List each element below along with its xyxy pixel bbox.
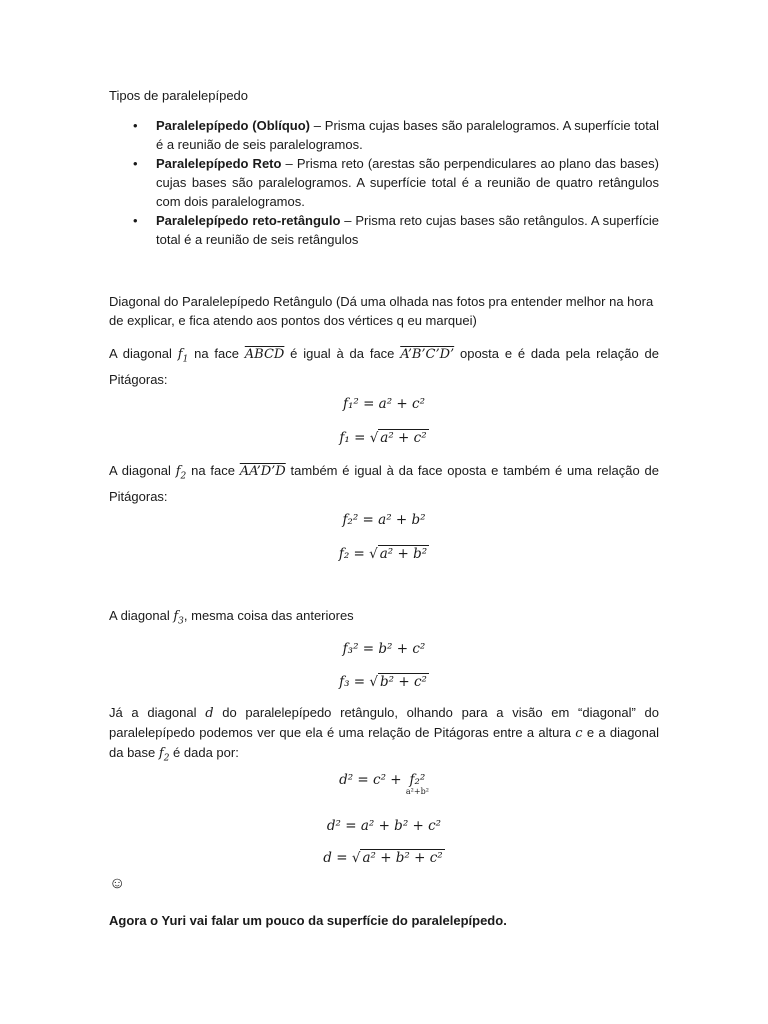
item-title: Paralelepípedo (Oblíquo) [156,118,311,133]
equation-f2-squared: f₂² = a² + b² [342,512,426,528]
equation-f2: f₂ = √ a² + b² [338,546,428,562]
item-text: – Prisma reto (arestas são perpendiculares ao plano das bases) cujas bases são paralelogramos. A superfície total é a reunião de quatro retângulos com dois paralelogramos. [156,156,659,209]
types-list [109,116,659,249]
equation-f1-squared: f₁² = a² + c² [342,396,426,412]
item-text: – Prisma cujas bases são paralelogramos. A superfície total é a reunião de seis paralelogramos. [156,118,659,152]
closing-line: Agora o Yuri vai falar um pouco da superfície do paralelepípedo. [109,913,507,928]
paragraph-d: Já a diagonal d do paralelepípedo retângulo, olhando para a visão em “diagonal” do paralelepípedo podemos ver que ela é uma relação de Pitágoras entre a altura c e a diagonal da base $f_2$ é dada por: [109,705,660,764]
bullet-icon: • [133,213,138,228]
bullet-icon: • [133,118,138,133]
list-item [109,116,659,154]
item-title: Paralelepípedo Reto [156,156,282,171]
equation-f3: f₃ = √ b² + c² [339,674,427,690]
diagonal-intro: Diagonal do Paralelepípedo Retângulo (Dá uma olhada nas fotos pra entender melhor na hora de explicar, e fica atendo aos pontos dos vértices q eu marquei) [109,294,654,328]
equation-d: d = √ a² + b² + c² [323,850,443,866]
bullet-icon: • [133,156,138,171]
equation-d-squared: d² = a² + b² + c² [326,818,442,834]
smiley-icon: ☺ [109,875,126,892]
paragraph-f3: A diagonal $f_3$, mesma coisa das anteriores [109,608,354,627]
paragraph-f1: A diagonal $f_1$ na face ABCD é igual à da face A’B’C’D’ oposta e é dada pela relação de Pitágoras: [109,346,659,387]
list-item [109,154,659,211]
section-heading: Tipos de paralelepípedo [109,88,249,103]
list-item [109,211,659,249]
item-text: – Prisma reto cujas bases são retângulos. A superfície total é a reunião de seis retângulos [156,213,659,247]
paragraph-f2: A diagonal $f_2$ na face AA’D’D também é igual à da face oposta e também é uma relação de Pitágoras: [109,463,659,504]
equation-f3-squared: f₃² = b² + c² [342,641,426,657]
equation-f1: f₁ = √ a² + c² [339,430,427,446]
equation-d-squared-f2: d² = c² + f₂² a²+b² [339,772,429,796]
item-title: Paralelepípedo reto-retângulo [156,213,341,228]
